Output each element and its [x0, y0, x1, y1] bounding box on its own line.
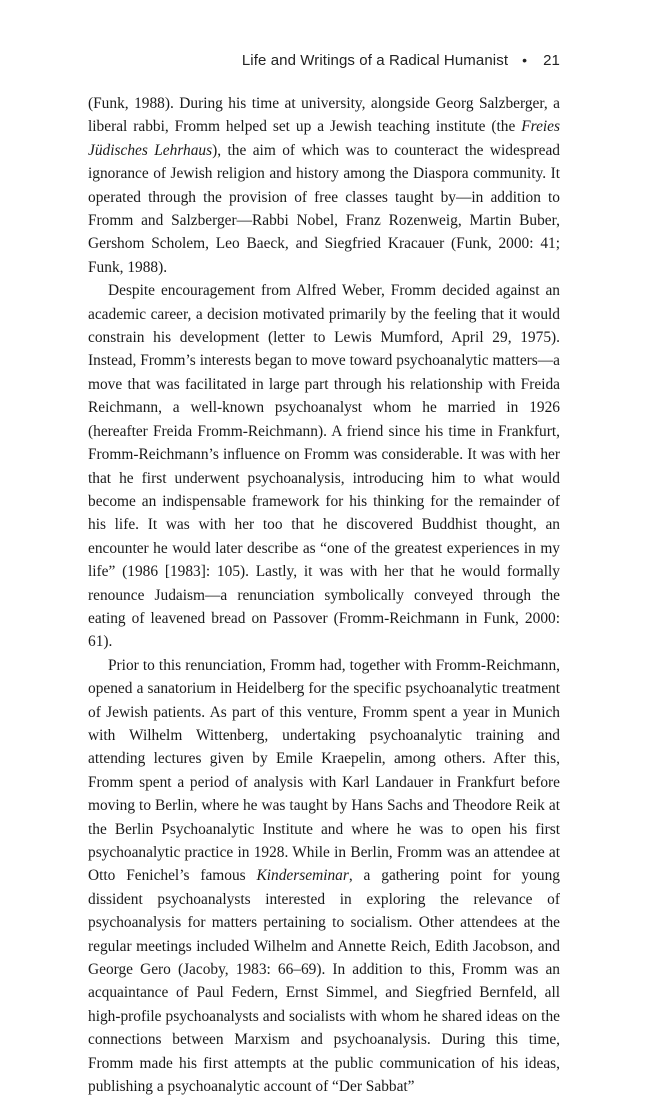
paragraph-2-text: Despite encouragement from Alfred Weber, Fromm decided against an academic career, a decision motivated primarily by the feeling that it would constrain his development (letter to Lewis Mumford, April 29, 1975). Instead, Fromm’s interests began to move toward psychoanalytic matters—a move that was facilitated in large part through his relationship with Freida Reichmann, a well-known psychoanalyst whom he married in 1926 (hereafter Freida Fromm-Reichmann). A friend since his time in Frankfurt, Fromm-Reichmann’s influence on Fromm was considerable. It was with her that he first underwent psychoanalysis, introducing him to what would become an indispensable framework for his thinking for the remainder of his life. It was with her too that he discovered Buddhist thought, an encounter he would later describe as “one of the greatest experiences in my life” (1986 [1983]: 105). Lastly, it was with her that he would formally renounce Judaism—a renunciation symbolically conveyed through the eating of leavened bread on Passover (Fromm-Reichmann in Funk, 2000: 61). — [88, 282, 560, 651]
paragraph-3-text-a: Prior to this renunciation, Fromm had, together with Fromm-Reichmann, opened a sanatorium in Heidelberg for the specific psychoanalytic treatment of Jewish patients. As part of this venture, Fromm spent a year in Munich with Wilhelm Wittenberg, undertaking psychoanalytic training and attending lectures given by Emile Kraepelin, among others. After this, Fromm spent a period of analysis with Karl Landauer in Frankfurt before moving to Berlin, where he was taught by Hans Sachs and Theodore Reik at the Berlin Psychoanalytic Institute and where he was to open his first psychoanalytic practice in 1928. While in Berlin, Fromm was an attendee at Otto Fenichel’s famous — [88, 656, 560, 885]
paragraph-3-italic-term: Kinderseminar — [256, 867, 349, 885]
paragraph-2 — [88, 279, 560, 654]
running-title: Life and Writings of a Radical Humanist — [241, 52, 509, 69]
paragraph-3-text-b: , a gathering point for young dissident psychoanalysts interested in exploring the relevance of psychoanalysis for matters pertaining to socialism. Other attendees at the regular meetings included Wilhelm and Annette Reich, Edith Jacobson, and George Gero (Jacoby, 1983: 66–69). In addition to this, Fromm was an acquaintance of Paul Federn, Ernst Simmel, and Siegfried Bernfeld, all high-profile psychoanalysts and socialists with whom he shared ideas on the connections between Marxism and psychoanalysis. During this time, Fromm made his first attempts at the public communication of his ideas, publishing a psychoanalytic account of “Der Sabbat” — [88, 867, 560, 1096]
paragraph-1-italic-term: Freies Jüdisches Lehrhaus — [88, 118, 560, 159]
bullet-separator: • — [522, 52, 528, 68]
paragraph-1-text-b: ), the aim of which was to counteract the widespread ignorance of Jewish religion and history among the Diaspora community. It operated through the provision of free classes taught by—in addition to Fromm and Salzberger—Rabbi Nobel, Franz Rozenweig, Martin Buber, Gershom Scholem, Leo Baeck, and Siegfried Kracauer (Funk, 2000: 41; Funk, 1988). — [88, 141, 560, 276]
page-number: 21 — [543, 52, 560, 69]
paragraph-1-text-a: (Funk, 1988). During his time at university, alongside Georg Salzberger, a liberal rabbi, Fromm helped set up a Jewish teaching institute (the — [88, 95, 560, 136]
running-header — [242, 52, 560, 69]
paragraph-3 — [88, 654, 560, 1098]
paragraph-1 — [88, 92, 560, 279]
body-text — [88, 92, 560, 1098]
